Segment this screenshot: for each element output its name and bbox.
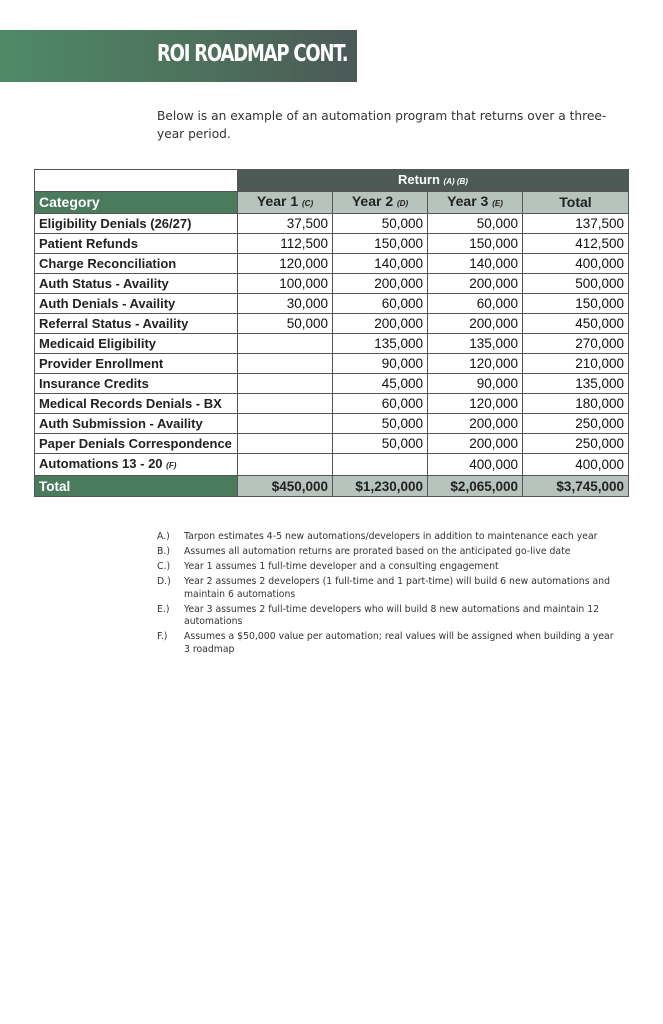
value-y1: 112,500 [238, 234, 333, 254]
table-row [35, 434, 629, 454]
value-y2: 50,000 [333, 414, 428, 434]
value-total: 150,000 [523, 294, 629, 314]
footnote-text: Assumes all automation returns are prorated based on the anticipated go-live date [184, 546, 571, 557]
value-y3: 200,000 [428, 314, 523, 334]
total-row [35, 476, 629, 497]
value-y2: 200,000 [333, 274, 428, 294]
value-y1: 50,000 [238, 314, 333, 334]
column-header-row [35, 192, 629, 214]
category-label: Auth Submission - Availity [39, 416, 203, 431]
footnote [157, 531, 617, 544]
footnote-text: Year 2 assumes 2 developers (1 full-time and 1 part-time) will build 6 new automations and maintain 6 automations [184, 576, 610, 600]
footnote-letter: A.) [157, 531, 170, 542]
row-category [35, 414, 238, 434]
row-category [35, 374, 238, 394]
value-y3: 120,000 [428, 394, 523, 414]
value-y1: 120,000 [238, 254, 333, 274]
value-y1 [238, 334, 333, 354]
footnotes [157, 531, 617, 659]
table-row [35, 374, 629, 394]
value-y3: 200,000 [428, 434, 523, 454]
return-label: Return [398, 172, 440, 187]
table-row [35, 294, 629, 314]
footnote-text: Year 3 assumes 2 full-time developers who will build 8 new automations and maintain 12 automations [184, 603, 600, 627]
value-total: 500,000 [523, 274, 629, 294]
value-y2: 45,000 [333, 374, 428, 394]
value-total: 135,000 [523, 374, 629, 394]
table-row [35, 234, 629, 254]
value-y1: 30,000 [238, 294, 333, 314]
category-label: Patient Refunds [39, 236, 138, 251]
value-y1: 37,500 [238, 214, 333, 234]
footnote-letter: B.) [157, 546, 170, 557]
table-row [35, 454, 629, 476]
total-year1: $450,000 [238, 476, 333, 497]
row-category [35, 314, 238, 334]
value-y3: 200,000 [428, 414, 523, 434]
row-category [35, 454, 238, 476]
category-label: Medical Records Denials - BX [39, 396, 222, 411]
table-row [35, 274, 629, 294]
footnote [157, 576, 617, 601]
value-y1 [238, 374, 333, 394]
value-y2: 50,000 [333, 214, 428, 234]
value-y2: 60,000 [333, 294, 428, 314]
header-category [35, 192, 238, 214]
category-label: Provider Enrollment [39, 356, 164, 371]
value-total: 412,500 [523, 234, 629, 254]
value-y2: 50,000 [333, 434, 428, 454]
roi-table [34, 169, 629, 497]
footnote-letter: D.) [157, 576, 171, 587]
row-category [35, 334, 238, 354]
value-y3: 50,000 [428, 214, 523, 234]
header-year2 [333, 192, 428, 214]
value-total: 270,000 [523, 334, 629, 354]
table-row [35, 414, 629, 434]
page-title: ROI ROADMAP CONT. [157, 41, 348, 67]
footnote-text: Assumes a $50,000 value per automation; real values will be assigned when building a year 3 roadmap [184, 631, 614, 655]
category-label: Charge Reconciliation [39, 256, 177, 271]
row-category [35, 274, 238, 294]
value-y3: 120,000 [428, 354, 523, 374]
table-row [35, 354, 629, 374]
value-y3: 200,000 [428, 274, 523, 294]
footnote-letter: F.) [157, 631, 168, 642]
value-y3: 140,000 [428, 254, 523, 274]
footnote-text: Tarpon estimates 4-5 new automations/developers in addition to maintenance each year [184, 531, 598, 542]
category-label: Automations 13 - 20 [39, 456, 163, 471]
header-label: Year 3 [447, 193, 489, 209]
value-y1 [238, 454, 333, 476]
value-y3: 135,000 [428, 334, 523, 354]
return-header [238, 170, 629, 192]
table-row [35, 314, 629, 334]
value-y3: 90,000 [428, 374, 523, 394]
footnote [157, 546, 617, 559]
row-category [35, 354, 238, 374]
value-total: 210,000 [523, 354, 629, 374]
total-grand: $3,745,000 [523, 476, 629, 497]
header-year1 [238, 192, 333, 214]
header-year3 [428, 192, 523, 214]
value-y2: 135,000 [333, 334, 428, 354]
return-header-row [35, 170, 629, 192]
footnote [157, 561, 617, 574]
value-total: 400,000 [523, 454, 629, 476]
total-year3: $2,065,000 [428, 476, 523, 497]
total-label: Total [35, 476, 238, 497]
header-note: (D) [397, 199, 409, 208]
value-y2: 90,000 [333, 354, 428, 374]
value-total: 400,000 [523, 254, 629, 274]
table-row [35, 214, 629, 234]
value-y2: 150,000 [333, 234, 428, 254]
category-label: Insurance Credits [39, 376, 149, 391]
category-label: Medicaid Eligibility [39, 336, 157, 351]
category-label: Eligibility Denials (26/27) [39, 216, 192, 231]
header-label: Year 2 [351, 193, 394, 209]
category-note: (F) [166, 461, 177, 470]
value-y1 [238, 414, 333, 434]
row-category [35, 234, 238, 254]
value-y3: 150,000 [428, 234, 523, 254]
table-row [35, 394, 629, 414]
category-label: Auth Status - Availity [39, 276, 169, 291]
footnote [157, 604, 617, 629]
header-total [523, 192, 629, 214]
value-total: 250,000 [523, 414, 629, 434]
category-label: Referral Status - Availity [39, 316, 189, 331]
value-y1: 100,000 [238, 274, 333, 294]
footnote [157, 631, 617, 656]
footnote-letter: C.) [157, 561, 171, 572]
header-label: Total [559, 194, 592, 210]
intro-text: Below is an example of an automation program that returns over a three-year period. [157, 109, 607, 141]
value-y2: 200,000 [333, 314, 428, 334]
value-total: 137,500 [523, 214, 629, 234]
table-row [35, 334, 629, 354]
value-total: 250,000 [523, 434, 629, 454]
header-label: Year 1 [256, 193, 299, 209]
category-label: Paper Denials Correspondence [39, 436, 232, 451]
value-total: 450,000 [523, 314, 629, 334]
category-label: Auth Denials - Availity [39, 296, 176, 311]
value-y1 [238, 394, 333, 414]
return-note: (A) (B) [443, 177, 468, 186]
value-y2: 60,000 [333, 394, 428, 414]
table-row [35, 254, 629, 274]
value-total: 180,000 [523, 394, 629, 414]
value-y1 [238, 354, 333, 374]
value-y3: 60,000 [428, 294, 523, 314]
value-y3: 400,000 [428, 454, 523, 476]
title-banner [0, 30, 357, 82]
value-y2: 140,000 [333, 254, 428, 274]
row-category [35, 214, 238, 234]
footnote-letter: E.) [157, 603, 170, 615]
row-category [35, 294, 238, 314]
header-note: (C) [302, 199, 314, 208]
row-category [35, 254, 238, 274]
header-note: (E) [492, 199, 503, 208]
row-category [35, 394, 238, 414]
row-category [35, 434, 238, 454]
footnote-text: Year 1 assumes 1 full-time developer and a consulting engagement [184, 561, 499, 572]
header-label: Category [39, 194, 100, 210]
value-y1 [238, 434, 333, 454]
total-year2: $1,230,000 [333, 476, 428, 497]
blank-cell [35, 170, 238, 192]
value-y2 [333, 454, 428, 476]
